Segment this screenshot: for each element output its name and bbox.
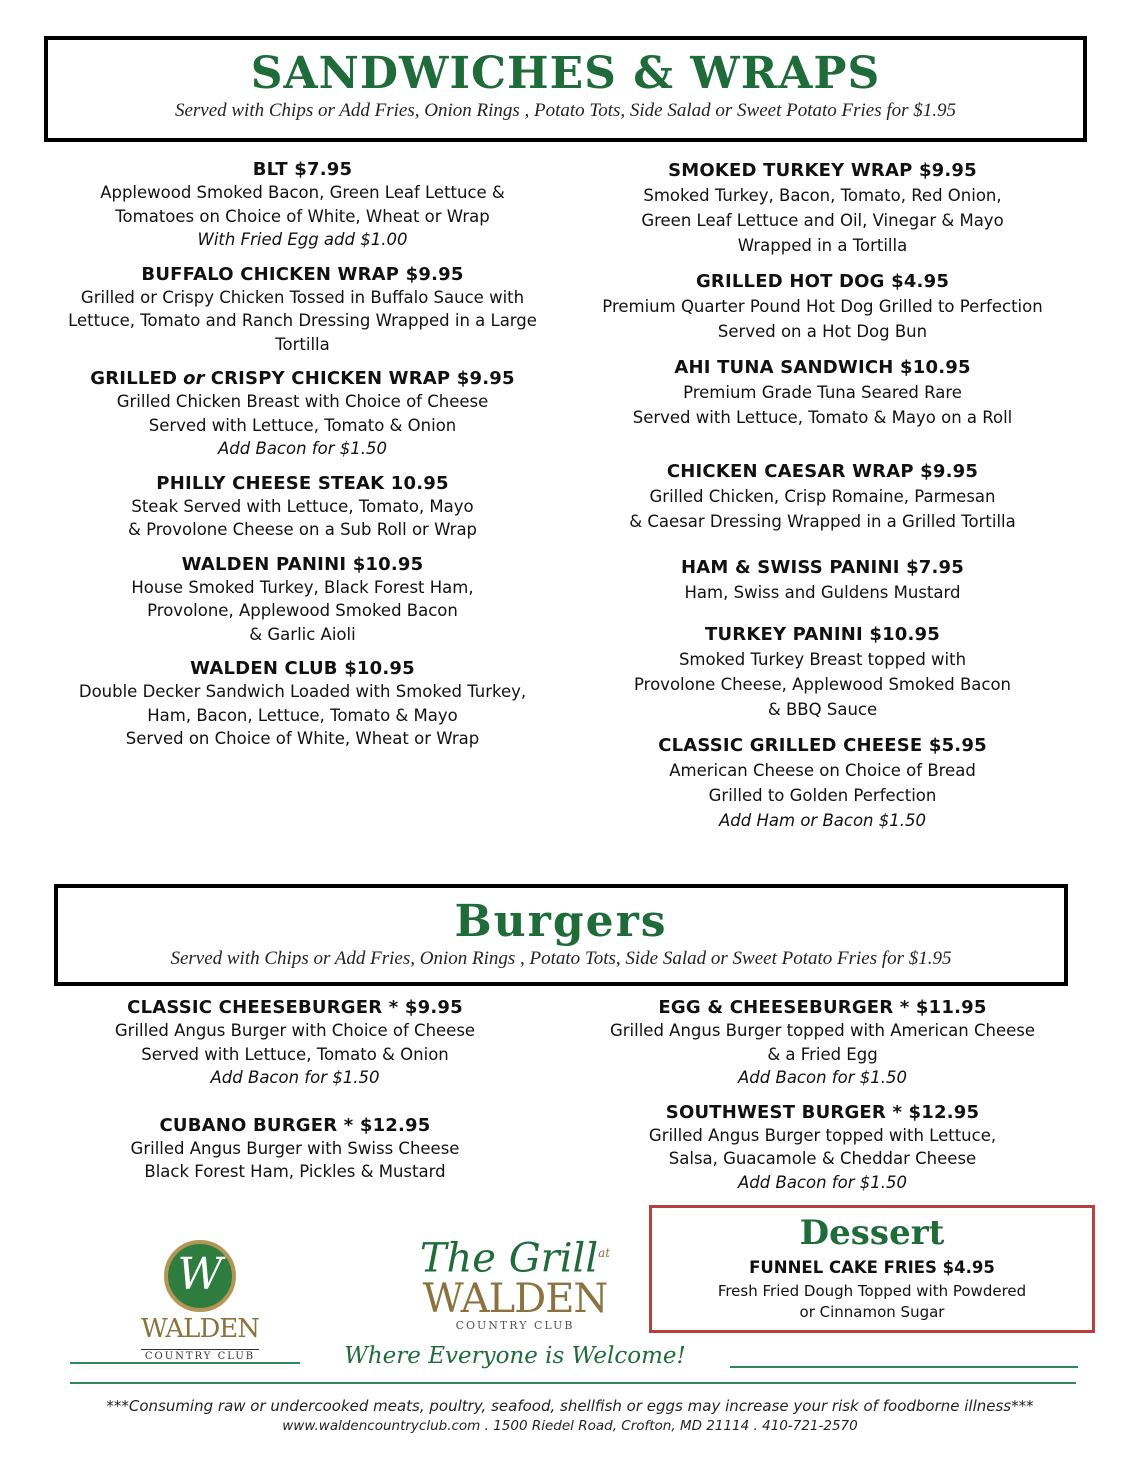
menu-item-chicken-caesar-wrap bbox=[580, 459, 1065, 534]
item-desc: & Provolone Cheese on a Sub Roll or Wrap bbox=[127, 520, 478, 539]
dessert-item-desc: Fresh Fried Dough Topped with Powdered or Cinnamon Sugar bbox=[717, 1282, 1027, 1321]
menu-item-walden-panini bbox=[40, 553, 565, 647]
menu-item-philly-cheese-steak bbox=[40, 472, 565, 542]
menu-item-classic-cheeseburger bbox=[60, 996, 530, 1090]
item-desc: Salsa, Guacamole & Cheddar Cheese bbox=[668, 1149, 977, 1168]
item-desc: Premium Quarter Pound Hot Dog Grilled to Perfection bbox=[602, 297, 1043, 316]
item-desc: American Cheese on Choice of Bread bbox=[669, 761, 976, 780]
item-desc: Grilled Chicken Breast with Choice of Cheese bbox=[116, 392, 489, 411]
sandwiches-subtitle: Served with Chips or Add Fries, Onion Rings , Potato Tots, Side Salad or Sweet Potato Fries for $1.95 bbox=[174, 100, 957, 121]
tagline: Where Everyone is Welcome! bbox=[344, 1343, 686, 1369]
menu-item-egg-cheeseburger bbox=[580, 996, 1065, 1090]
footer bbox=[0, 1397, 1140, 1434]
item-desc: Tomatoes on Choice of White, Wheat or Wrap bbox=[115, 206, 490, 226]
item-desc: Served with Lettuce, Tomato & Onion bbox=[148, 415, 457, 435]
walden-logo-cc: COUNTRY CLUB bbox=[141, 1349, 259, 1362]
item-name: SMOKED TURKEY WRAP $9.95 bbox=[668, 160, 977, 181]
item-name: CUBANO BURGER * $12.95 bbox=[159, 1114, 431, 1136]
health-disclaimer: ***Consuming raw or undercooked meats, poultry, seafood, shellfish or eggs may increase your risk of foodborne illness*** bbox=[106, 1397, 1034, 1415]
sandwiches-right-column bbox=[580, 158, 1065, 844]
item-name: WALDEN CLUB $10.95 bbox=[190, 658, 415, 679]
item-desc: Lettuce, Tomato and Ranch Dressing Wrapped in a Large bbox=[68, 311, 537, 330]
item-note: Add Bacon for $1.50 bbox=[738, 1068, 907, 1087]
item-desc: Grilled Angus Burger with Choice of Cheese bbox=[114, 1021, 476, 1040]
item-desc: Smoked Turkey, Bacon, Tomato, Red Onion, bbox=[643, 186, 1002, 205]
item-desc: Provolone Cheese, Applewood Smoked Bacon bbox=[634, 675, 1011, 694]
item-note: Add Ham or Bacon $1.50 bbox=[719, 811, 926, 830]
menu-item-classic-grilled-cheese bbox=[580, 733, 1065, 833]
item-name: CLASSIC GRILLED CHEESE $5.95 bbox=[658, 735, 987, 756]
green-divider-bottom bbox=[70, 1382, 1076, 1384]
dessert-item-name: FUNNEL CAKE FRIES $4.95 bbox=[749, 1258, 995, 1277]
item-name: SOUTHWEST BURGER * $12.95 bbox=[665, 1101, 980, 1123]
menu-item-ham-swiss-panini bbox=[580, 555, 1065, 605]
item-name: CHICKEN CAESAR WRAP $9.95 bbox=[666, 461, 979, 482]
walden-country-club-logo bbox=[130, 1240, 270, 1360]
item-desc: & a Fried Egg bbox=[767, 1044, 878, 1064]
item-name: AHI TUNA SANDWICH $10.95 bbox=[674, 357, 971, 378]
item-desc: Double Decker Sandwich Loaded with Smoked Turkey, bbox=[78, 682, 527, 701]
menu-item-buffalo-chicken-wrap bbox=[40, 263, 565, 357]
item-desc: Wrapped in a Tortilla bbox=[737, 236, 908, 255]
menu-item-grilled-hot-dog bbox=[580, 269, 1065, 344]
item-desc: Steak Served with Lettuce, Tomato, Mayo bbox=[131, 496, 474, 516]
grill-logo-cc: COUNTRY CLUB bbox=[455, 1319, 575, 1333]
item-desc: Grilled Angus Burger topped with Lettuce, bbox=[648, 1125, 997, 1145]
grill-logo-word: WALDEN bbox=[422, 1276, 608, 1323]
item-desc: Grilled to Golden Perfection bbox=[708, 786, 937, 805]
burgers-title: Burgers bbox=[454, 896, 668, 947]
item-desc: Ham, Swiss and Guldens Mustard bbox=[684, 583, 961, 602]
item-note: Add Bacon for $1.50 bbox=[218, 439, 387, 458]
item-desc: House Smoked Turkey, Black Forest Ham, bbox=[131, 577, 474, 597]
menu-item-walden-club bbox=[40, 657, 565, 751]
item-desc: Grilled Chicken, Crisp Romaine, Parmesan bbox=[649, 487, 996, 506]
item-desc: Served on a Hot Dog Bun bbox=[717, 322, 928, 341]
item-name: GRILLED or CRISPY CHICKEN WRAP $9.95 bbox=[90, 368, 515, 389]
the-grill-logo bbox=[400, 1232, 630, 1342]
menu-item-turkey-panini bbox=[580, 622, 1065, 722]
item-desc: Grilled Angus Burger with Swiss Cheese bbox=[130, 1138, 460, 1158]
item-desc: & BBQ Sauce bbox=[767, 700, 878, 719]
item-name: BUFFALO CHICKEN WRAP $9.95 bbox=[141, 263, 464, 285]
menu-item-cubano-burger bbox=[60, 1114, 530, 1184]
contact-info: www.waldencountryclub.com . 1500 Riedel Road, Crofton, MD 21114 . 410-721-2570 bbox=[282, 1418, 858, 1434]
menu-item-grilled-crispy-chicken-wrap bbox=[40, 367, 565, 461]
item-desc: Green Leaf Lettuce and Oil, Vinegar & Mayo bbox=[641, 211, 1004, 230]
item-desc: Applewood Smoked Bacon, Green Leaf Lettuce & bbox=[100, 183, 505, 202]
item-name: EGG & CHEESEBURGER * $11.95 bbox=[658, 997, 987, 1018]
sandwiches-header bbox=[44, 36, 1087, 142]
green-divider-right bbox=[730, 1366, 1078, 1368]
item-name: CLASSIC CHEESEBURGER * $9.95 bbox=[127, 997, 463, 1018]
item-desc: & Caesar Dressing Wrapped in a Grilled Tortilla bbox=[629, 512, 1016, 531]
item-desc: Served on Choice of White, Wheat or Wrap bbox=[125, 729, 480, 748]
item-desc: Ham, Bacon, Lettuce, Tomato & Mayo bbox=[147, 705, 458, 725]
item-name: WALDEN PANINI $10.95 bbox=[181, 553, 424, 575]
sandwiches-left-column bbox=[40, 158, 565, 762]
item-note: Add Bacon for $1.50 bbox=[210, 1068, 380, 1087]
item-name: BLT $7.95 bbox=[252, 159, 353, 180]
item-name: TURKEY PANINI $10.95 bbox=[704, 624, 941, 645]
green-divider-left bbox=[70, 1362, 300, 1364]
item-desc: Black Forest Ham, Pickles & Mustard bbox=[144, 1162, 446, 1181]
item-desc: Served with Lettuce, Tomato & Mayo on a Roll bbox=[632, 408, 1013, 427]
item-note: Add Bacon for $1.50 bbox=[738, 1172, 907, 1192]
walden-logo-word: WALDEN bbox=[140, 1314, 260, 1344]
item-name: HAM & SWISS PANINI $7.95 bbox=[680, 557, 965, 578]
menu-item-southwest-burger bbox=[580, 1101, 1065, 1195]
item-desc: Grilled Angus Burger topped with American Cheese bbox=[609, 1021, 1036, 1040]
item-desc: Smoked Turkey Breast topped with bbox=[678, 650, 967, 669]
item-desc: Tortilla bbox=[275, 334, 330, 354]
burgers-subtitle: Served with Chips or Add Fries, Onion Rings , Potato Tots, Side Salad or Sweet Potato Fries for $1.95 bbox=[170, 948, 952, 969]
item-desc: & Garlic Aioli bbox=[249, 624, 356, 644]
grill-script-text: The Grill$^{at}$ bbox=[419, 1235, 611, 1282]
menu-item-blt bbox=[40, 158, 565, 252]
dessert-title: Dessert bbox=[799, 1213, 945, 1253]
sandwiches-title: SANDWICHES & WRAPS bbox=[250, 48, 881, 99]
burgers-left-column bbox=[60, 996, 530, 1195]
menu-item-smoked-turkey-wrap bbox=[580, 158, 1065, 258]
menu-item-ahi-tuna-sandwich bbox=[580, 355, 1065, 430]
item-desc: Grilled or Crispy Chicken Tossed in Buffalo Sauce with bbox=[80, 287, 525, 307]
item-desc: Provolone, Applewood Smoked Bacon bbox=[147, 601, 458, 620]
burgers-right-column bbox=[580, 996, 1065, 1205]
item-name: GRILLED HOT DOG $4.95 bbox=[695, 271, 950, 292]
item-name: PHILLY CHEESE STEAK 10.95 bbox=[156, 472, 449, 494]
burgers-header bbox=[54, 884, 1068, 986]
item-desc: Premium Grade Tuna Seared Rare bbox=[683, 383, 962, 402]
item-note: With Fried Egg add $1.00 bbox=[197, 230, 408, 249]
item-desc: Served with Lettuce, Tomato & Onion bbox=[141, 1044, 449, 1064]
walden-emblem-icon: W bbox=[164, 1240, 236, 1312]
dessert-box bbox=[649, 1205, 1095, 1333]
